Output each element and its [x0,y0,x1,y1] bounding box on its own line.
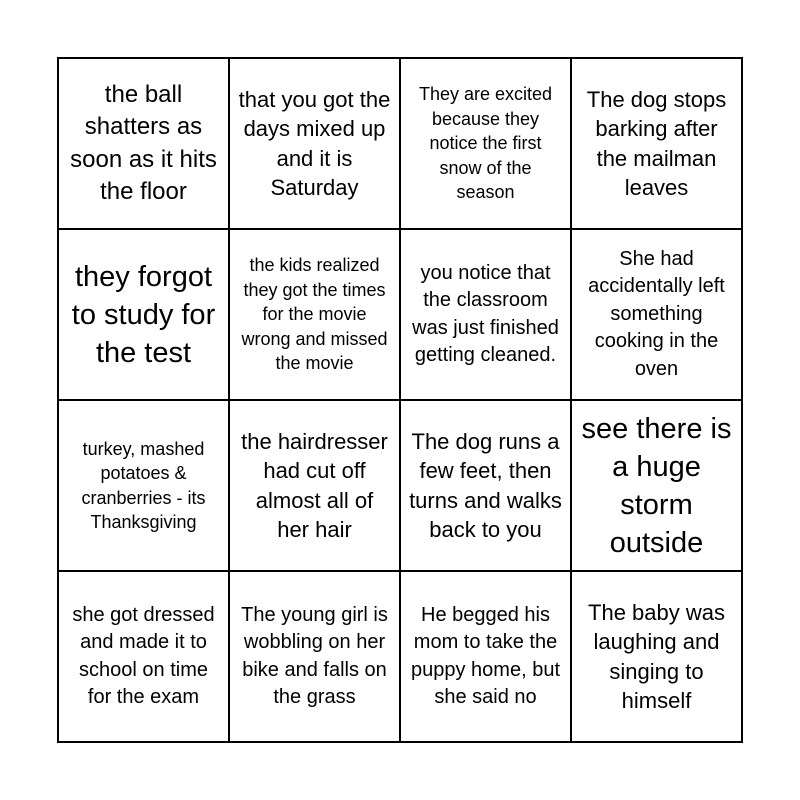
bingo-cell[interactable] [571,571,742,742]
cell-text: The baby was laughing and singing to himself [588,599,725,713]
bingo-cell[interactable] [400,571,571,742]
bingo-cell[interactable] [571,400,742,571]
cell-text: the kids realized they got the times for the movie wrong and missed the movie [241,255,388,374]
bingo-cell[interactable] [229,400,400,571]
bingo-board [57,57,743,743]
cell-text: The dog runs a few feet, then turns and walks back to you [409,428,562,542]
bingo-cell[interactable] [571,58,742,229]
cell-text: The dog stops barking after the mailman leaves [586,86,727,200]
bingo-cell[interactable] [400,58,571,229]
bingo-cell[interactable] [229,58,400,229]
cell-text: The young girl is wobbling on her bike and falls on the grass [241,603,388,708]
bingo-cell[interactable] [58,229,229,400]
bingo-cell[interactable] [58,571,229,742]
bingo-cell[interactable] [229,571,400,742]
cell-text: He begged his mom to take the puppy home, but she said no [411,603,560,708]
cell-text: they forgot to study for the test [71,260,216,369]
bingo-cell[interactable] [58,58,229,229]
cell-text: the hairdresser had cut off almost all of her hair [241,428,388,542]
bingo-cell[interactable] [58,400,229,571]
cell-text: that you got the days mixed up and it is Saturday [238,86,391,200]
cell-text: turkey, mashed potatoes & cranberries - its Thanksgiving [81,438,206,532]
cell-text: She had accidentally left something cooking in the oven [588,247,725,380]
bingo-cell[interactable] [400,400,571,571]
cell-text: she got dressed and made it to school on time for the exam [72,603,215,708]
cell-text: see there is a huge storm outside [581,412,732,559]
cell-text: you notice that the classroom was just finished getting cleaned. [412,261,559,366]
cell-text: the ball shatters as soon as it hits the floor [70,80,217,205]
bingo-cell[interactable] [571,229,742,400]
bingo-cell[interactable] [400,229,571,400]
bingo-cell[interactable] [229,229,400,400]
cell-text: They are excited because they notice the first snow of the season [418,84,553,203]
